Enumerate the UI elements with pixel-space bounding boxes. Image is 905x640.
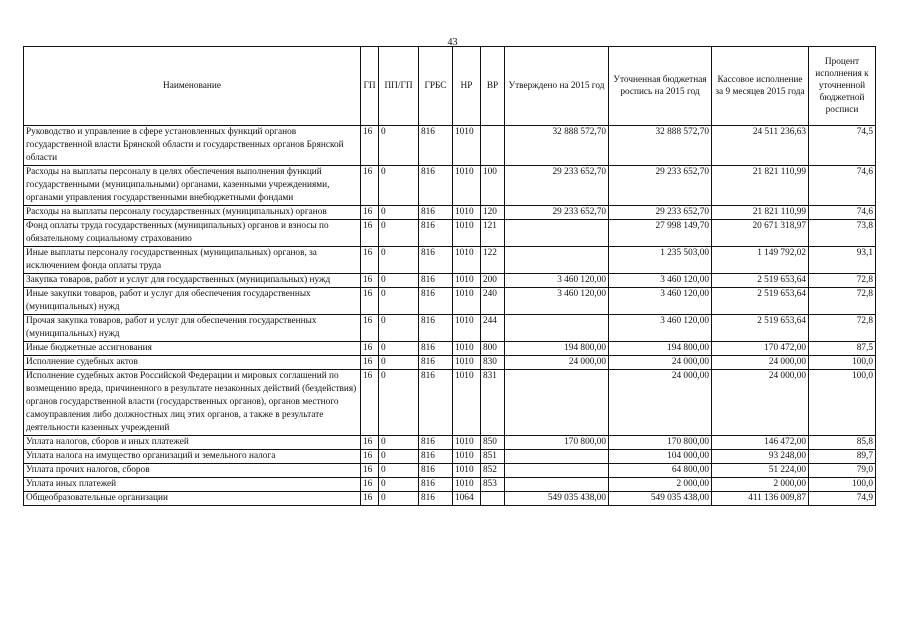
cell-cash: 411 136 009,87 <box>712 492 809 506</box>
cell-grbs: 816 <box>419 288 453 315</box>
cell-approved <box>505 247 609 274</box>
cell-nr: 1010 <box>453 464 481 478</box>
cell-percent: 72,8 <box>809 274 876 288</box>
cell-revised: 194 800,00 <box>609 342 712 356</box>
row-name: Прочая закупка товаров, работ и услуг для обеспечения государственных (муниципальных) нужд <box>24 315 361 342</box>
header-row <box>24 47 876 126</box>
cell-approved: 24 000,00 <box>505 356 609 370</box>
table-row <box>24 492 876 506</box>
cell-ppgp: 0 <box>379 478 419 492</box>
cell-percent: 93,1 <box>809 247 876 274</box>
cell-percent: 89,7 <box>809 450 876 464</box>
cell-nr: 1010 <box>453 206 481 220</box>
cell-cash: 2 519 653,64 <box>712 315 809 342</box>
row-name: Иные бюджетные ассигнования <box>24 342 361 356</box>
cell-gp: 16 <box>361 356 379 370</box>
table-row <box>24 450 876 464</box>
cell-vr: 853 <box>481 478 505 492</box>
cell-cash: 20 671 318,97 <box>712 220 809 247</box>
cell-gp: 16 <box>361 370 379 436</box>
table-row <box>24 356 876 370</box>
cell-approved: 170 800,00 <box>505 436 609 450</box>
cell-vr: 800 <box>481 342 505 356</box>
header-gp: ГП <box>361 47 379 126</box>
cell-nr: 1010 <box>453 288 481 315</box>
row-name: Фонд оплаты труда государственных (муниципальных) органов и взносы по обязательному социальному страхованию <box>24 220 361 247</box>
table-row <box>24 464 876 478</box>
cell-approved: 3 460 120,00 <box>505 288 609 315</box>
cell-percent: 73,8 <box>809 220 876 247</box>
cell-cash: 146 472,00 <box>712 436 809 450</box>
cell-approved <box>505 220 609 247</box>
cell-gp: 16 <box>361 450 379 464</box>
cell-cash: 24 000,00 <box>712 370 809 436</box>
row-name: Исполнение судебных актов Российской Федерации и мировых соглашений по возмещению вреда, причиненного в результате незаконных действий (бездействия) органов государственной власти (государственных органов), органов местного самоуправления либо должностных лиц этих органов, а также в результате деятельности казенных учреждений <box>24 370 361 436</box>
cell-nr: 1010 <box>453 247 481 274</box>
cell-nr: 1010 <box>453 436 481 450</box>
row-name: Расходы на выплаты персоналу в целях обеспечения выполнения функций государственными (муниципальными) органами, казенными учреждениями, органами управления государственными внебюджетными фондами <box>24 166 361 206</box>
cell-grbs: 816 <box>419 247 453 274</box>
table-row <box>24 478 876 492</box>
row-name: Руководство и управление в сфере установленных функций органов государственной власти Брянской области и государственных органов Брянской области <box>24 126 361 166</box>
cell-revised: 3 460 120,00 <box>609 274 712 288</box>
cell-grbs: 816 <box>419 342 453 356</box>
cell-gp: 16 <box>361 492 379 506</box>
cell-grbs: 816 <box>419 315 453 342</box>
table-row <box>24 274 876 288</box>
cell-cash: 93 248,00 <box>712 450 809 464</box>
cell-ppgp: 0 <box>379 450 419 464</box>
cell-revised: 24 000,00 <box>609 370 712 436</box>
header-percent: Процент исполнения к уточненной бюджетной росписи <box>809 47 876 126</box>
cell-grbs: 816 <box>419 356 453 370</box>
cell-vr: 122 <box>481 247 505 274</box>
cell-ppgp: 0 <box>379 492 419 506</box>
cell-gp: 16 <box>361 464 379 478</box>
table-row <box>24 126 876 166</box>
cell-revised: 64 800,00 <box>609 464 712 478</box>
header-cash: Кассовое исполнение за 9 месяцев 2015 года <box>712 47 809 126</box>
cell-percent: 79,0 <box>809 464 876 478</box>
cell-approved: 29 233 652,70 <box>505 206 609 220</box>
cell-revised: 29 233 652,70 <box>609 206 712 220</box>
cell-revised: 170 800,00 <box>609 436 712 450</box>
cell-gp: 16 <box>361 315 379 342</box>
cell-vr: 121 <box>481 220 505 247</box>
page-number: 43 <box>447 37 458 48</box>
cell-percent: 74,6 <box>809 206 876 220</box>
cell-cash: 2 519 653,64 <box>712 288 809 315</box>
cell-nr: 1010 <box>453 450 481 464</box>
cell-approved: 194 800,00 <box>505 342 609 356</box>
cell-gp: 16 <box>361 166 379 206</box>
cell-percent: 87,5 <box>809 342 876 356</box>
table-row <box>24 436 876 450</box>
cell-vr <box>481 126 505 166</box>
cell-ppgp: 0 <box>379 288 419 315</box>
row-name: Закупка товаров, работ и услуг для государственных (муниципальных) нужд <box>24 274 361 288</box>
cell-percent: 100,0 <box>809 478 876 492</box>
cell-vr: 200 <box>481 274 505 288</box>
cell-nr: 1064 <box>453 492 481 506</box>
cell-ppgp: 0 <box>379 206 419 220</box>
table-row <box>24 288 876 315</box>
cell-grbs: 816 <box>419 206 453 220</box>
cell-vr: 240 <box>481 288 505 315</box>
table-row <box>24 206 876 220</box>
row-name: Уплата налога на имущество организаций и земельного налога <box>24 450 361 464</box>
cell-ppgp: 0 <box>379 315 419 342</box>
cell-revised: 104 000,00 <box>609 450 712 464</box>
table-body <box>24 126 876 506</box>
cell-ppgp: 0 <box>379 247 419 274</box>
cell-nr: 1010 <box>453 370 481 436</box>
cell-grbs: 816 <box>419 126 453 166</box>
cell-gp: 16 <box>361 274 379 288</box>
cell-vr: 100 <box>481 166 505 206</box>
cell-cash: 1 149 792,02 <box>712 247 809 274</box>
cell-gp: 16 <box>361 288 379 315</box>
cell-grbs: 816 <box>419 436 453 450</box>
cell-percent: 85,8 <box>809 436 876 450</box>
row-name: Уплата иных платежей <box>24 478 361 492</box>
cell-gp: 16 <box>361 126 379 166</box>
cell-percent: 100,0 <box>809 356 876 370</box>
header-name: Наименование <box>24 47 361 126</box>
cell-gp: 16 <box>361 247 379 274</box>
cell-gp: 16 <box>361 206 379 220</box>
cell-nr: 1010 <box>453 274 481 288</box>
cell-grbs: 816 <box>419 450 453 464</box>
row-name: Расходы на выплаты персоналу государственных (муниципальных) органов <box>24 206 361 220</box>
cell-approved: 32 888 572,70 <box>505 126 609 166</box>
cell-nr: 1010 <box>453 478 481 492</box>
cell-grbs: 816 <box>419 220 453 247</box>
cell-gp: 16 <box>361 436 379 450</box>
table-row <box>24 247 876 274</box>
cell-nr: 1010 <box>453 342 481 356</box>
row-name: Уплата прочих налогов, сборов <box>24 464 361 478</box>
cell-vr: 850 <box>481 436 505 450</box>
cell-ppgp: 0 <box>379 220 419 247</box>
cell-approved <box>505 464 609 478</box>
cell-vr <box>481 492 505 506</box>
header-revised: Уточненная бюджетная роспись на 2015 год <box>609 47 712 126</box>
cell-cash: 21 821 110,99 <box>712 166 809 206</box>
header-grbs: ГРБС <box>419 47 453 126</box>
cell-vr: 852 <box>481 464 505 478</box>
cell-ppgp: 0 <box>379 464 419 478</box>
budget-execution-table <box>23 46 876 506</box>
cell-percent: 72,8 <box>809 288 876 315</box>
cell-percent: 74,9 <box>809 492 876 506</box>
cell-gp: 16 <box>361 220 379 247</box>
cell-percent: 74,6 <box>809 166 876 206</box>
cell-revised: 32 888 572,70 <box>609 126 712 166</box>
cell-grbs: 816 <box>419 370 453 436</box>
table-row <box>24 220 876 247</box>
cell-cash: 2 000,00 <box>712 478 809 492</box>
cell-revised: 3 460 120,00 <box>609 315 712 342</box>
table-row <box>24 342 876 356</box>
cell-grbs: 816 <box>419 274 453 288</box>
row-name: Исполнение судебных актов <box>24 356 361 370</box>
cell-vr: 831 <box>481 370 505 436</box>
cell-cash: 21 821 110,99 <box>712 206 809 220</box>
cell-ppgp: 0 <box>379 356 419 370</box>
cell-cash: 170 472,00 <box>712 342 809 356</box>
cell-approved: 549 035 438,00 <box>505 492 609 506</box>
cell-revised: 1 235 503,00 <box>609 247 712 274</box>
cell-approved <box>505 450 609 464</box>
cell-percent: 74,5 <box>809 126 876 166</box>
cell-revised: 2 000,00 <box>609 478 712 492</box>
cell-ppgp: 0 <box>379 370 419 436</box>
cell-approved: 3 460 120,00 <box>505 274 609 288</box>
header-vr: ВР <box>481 47 505 126</box>
cell-approved: 29 233 652,70 <box>505 166 609 206</box>
cell-approved <box>505 370 609 436</box>
cell-grbs: 816 <box>419 166 453 206</box>
cell-ppgp: 0 <box>379 126 419 166</box>
cell-grbs: 816 <box>419 464 453 478</box>
cell-approved <box>505 315 609 342</box>
table-row <box>24 315 876 342</box>
cell-ppgp: 0 <box>379 166 419 206</box>
cell-vr: 244 <box>481 315 505 342</box>
cell-cash: 2 519 653,64 <box>712 274 809 288</box>
cell-revised: 3 460 120,00 <box>609 288 712 315</box>
cell-cash: 24 000,00 <box>712 356 809 370</box>
cell-vr: 830 <box>481 356 505 370</box>
cell-vr: 851 <box>481 450 505 464</box>
cell-ppgp: 0 <box>379 274 419 288</box>
cell-ppgp: 0 <box>379 436 419 450</box>
cell-cash: 24 511 236,63 <box>712 126 809 166</box>
cell-grbs: 816 <box>419 492 453 506</box>
cell-nr: 1010 <box>453 315 481 342</box>
cell-gp: 16 <box>361 478 379 492</box>
row-name: Общеобразовательные организации <box>24 492 361 506</box>
cell-revised: 29 233 652,70 <box>609 166 712 206</box>
row-name: Иные закупки товаров, работ и услуг для обеспечения государственных (муниципальных) нужд <box>24 288 361 315</box>
table-row <box>24 166 876 206</box>
cell-ppgp: 0 <box>379 342 419 356</box>
cell-vr: 120 <box>481 206 505 220</box>
table-row <box>24 370 876 436</box>
cell-gp: 16 <box>361 342 379 356</box>
cell-nr: 1010 <box>453 166 481 206</box>
cell-percent: 72,8 <box>809 315 876 342</box>
header-nr: НР <box>453 47 481 126</box>
cell-revised: 27 998 149,70 <box>609 220 712 247</box>
cell-cash: 51 224,00 <box>712 464 809 478</box>
cell-nr: 1010 <box>453 220 481 247</box>
cell-grbs: 816 <box>419 478 453 492</box>
row-name: Иные выплаты персоналу государственных (муниципальных) органов, за исключением фонда оплаты труда <box>24 247 361 274</box>
row-name: Уплата налогов, сборов и иных платежей <box>24 436 361 450</box>
cell-approved <box>505 478 609 492</box>
cell-revised: 549 035 438,00 <box>609 492 712 506</box>
header-ppgp: ПП/ГП <box>379 47 419 126</box>
cell-revised: 24 000,00 <box>609 356 712 370</box>
cell-percent: 100,0 <box>809 370 876 436</box>
cell-nr: 1010 <box>453 126 481 166</box>
cell-nr: 1010 <box>453 356 481 370</box>
header-approved: Утверждено на 2015 год <box>505 47 609 126</box>
